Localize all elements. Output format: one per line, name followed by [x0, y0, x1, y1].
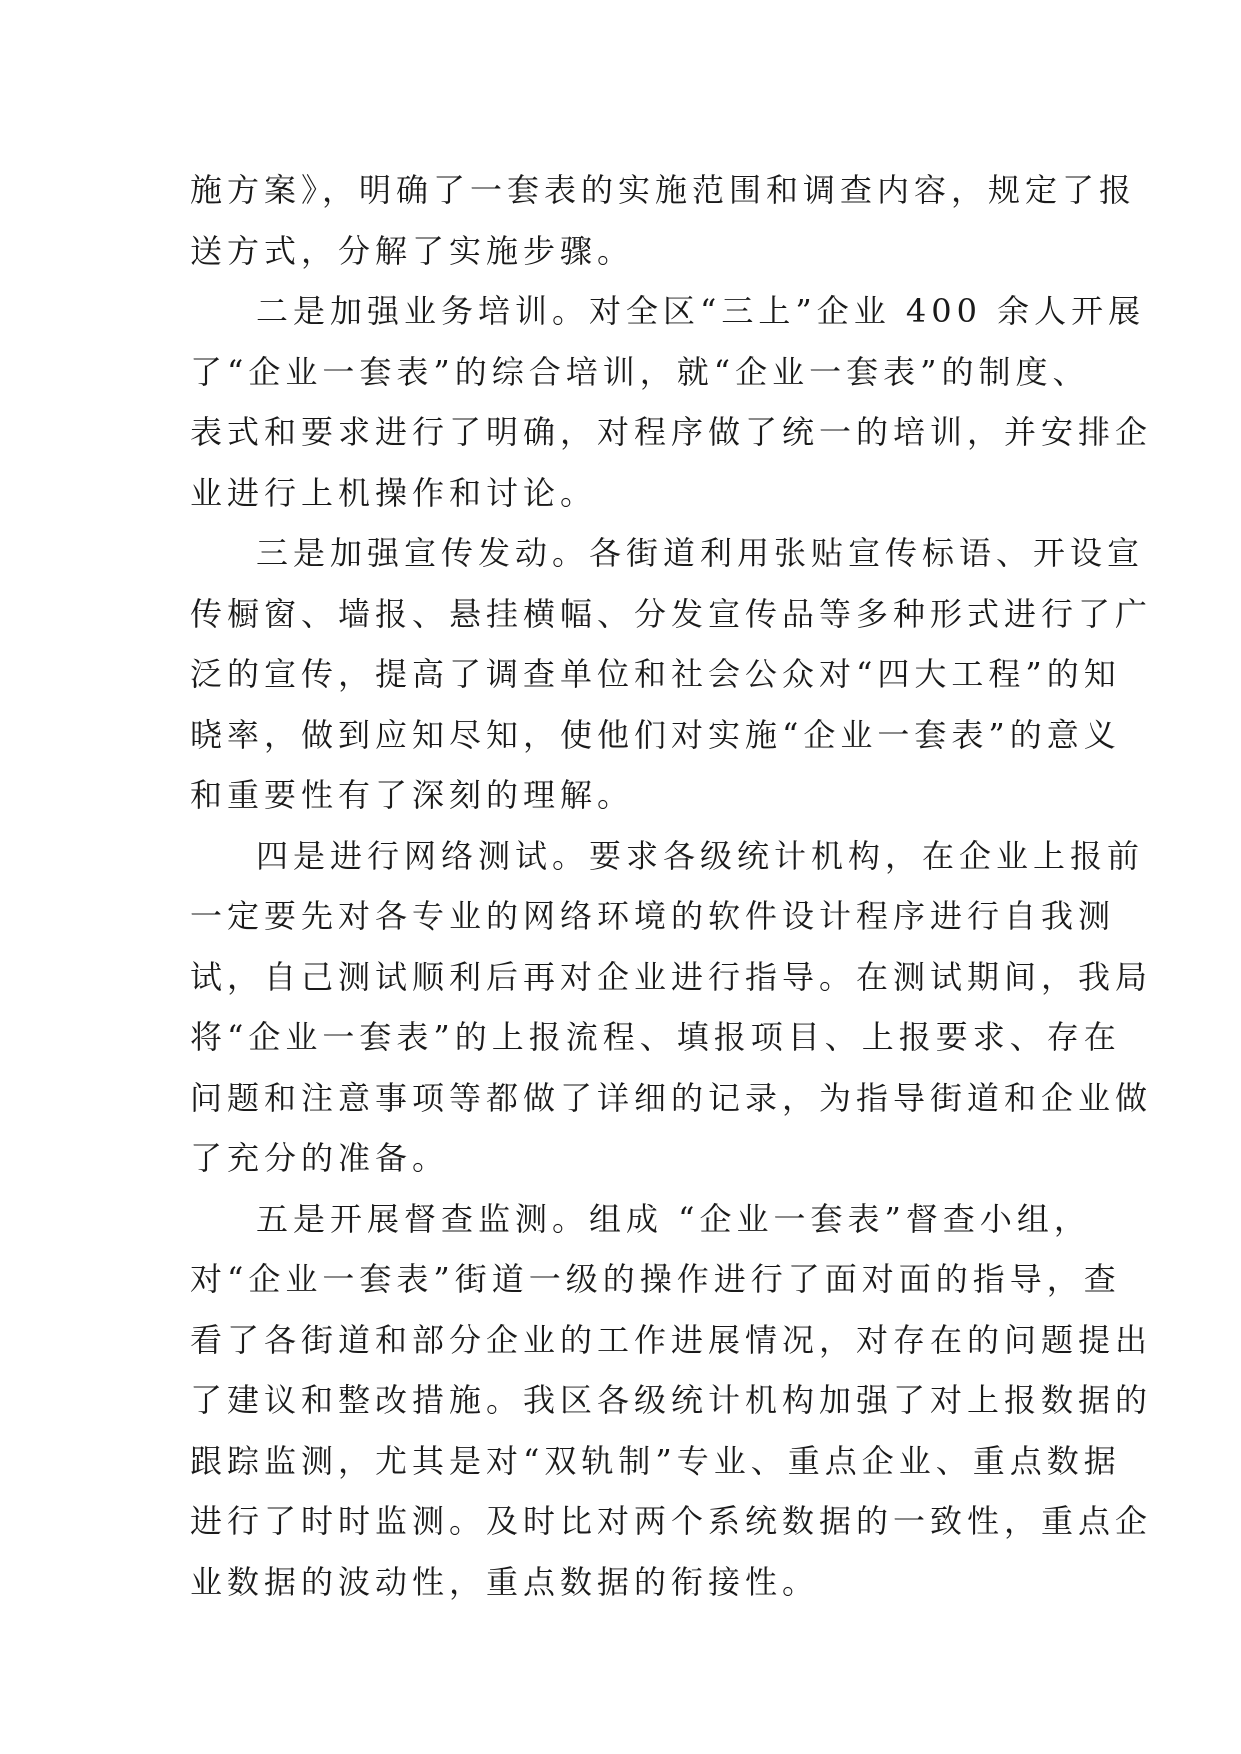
text-line: 试，自己测试顺利后再对企业进行指导。在测试期间，我局: [190, 957, 1153, 996]
text-line: 将“企业一套表”的上报流程、填报项目、上报要求、存在: [190, 1018, 1121, 1056]
text-line: 对“企业一套表”街道一级的操作进行了面对面的指导，查: [190, 1260, 1121, 1298]
text-line: 泛的宣传，提高了调查单位和社会公众对“四大工程”的知: [190, 655, 1121, 693]
text-line: 传橱窗、墙报、悬挂横幅、分发宣传品等多种形式进行了广: [190, 594, 1153, 633]
paragraph-start-line: 四是进行网络测试。要求各级统计机构，在企业上报前: [256, 836, 1145, 875]
text-line: 施方案》，明确了一套表的实施范围和调查内容，规定了报: [190, 171, 1137, 209]
text-line: 表式和要求进行了明确，对程序做了统一的培训，并安排企: [190, 413, 1153, 451]
text-line: 进行了时时监测。及时比对两个系统数据的一致性，重点企: [190, 1502, 1153, 1540]
text-line: 业数据的波动性，重点数据的衔接性。: [190, 1562, 820, 1601]
text-line: 了“企业一套表”的综合培训，就“企业一套表”的制度、: [190, 352, 1090, 391]
paragraph-start-line: 五是开展督查监测。组成 “企业一套表”督查小组，: [256, 1199, 1091, 1238]
paragraph-start-line: 二是加强业务培训。对全区“三上”企业 400 余人开展: [256, 292, 1146, 330]
text-line: 了充分的准备。: [190, 1139, 450, 1177]
text-line: 看了各街道和部分企业的工作进展情况，对存在的问题提出: [190, 1320, 1153, 1359]
paragraph-start-line: 三是加强宣传发动。各街道利用张贴宣传标语、开设宣: [256, 534, 1145, 572]
text-line: 晓率，做到应知尽知，使他们对实施“企业一套表”的意义: [190, 715, 1121, 754]
text-line: 了建议和整改措施。我区各级统计机构加强了对上报数据的: [190, 1381, 1153, 1419]
text-line: 业进行上机操作和讨论。: [190, 473, 598, 512]
text-line: 和重要性有了深刻的理解。: [190, 776, 635, 814]
text-line: 送方式，分解了实施步骤。: [190, 231, 635, 270]
body-text: [190, 160, 1153, 1612]
text-line: 一定要先对各专业的网络环境的软件设计程序进行自我测: [190, 897, 1116, 935]
text-line: 问题和注意事项等都做了详细的记录，为指导街道和企业做: [190, 1078, 1153, 1117]
text-line: 跟踪监测，尤其是对“双轨制”专业、重点企业、重点数据: [190, 1441, 1121, 1480]
